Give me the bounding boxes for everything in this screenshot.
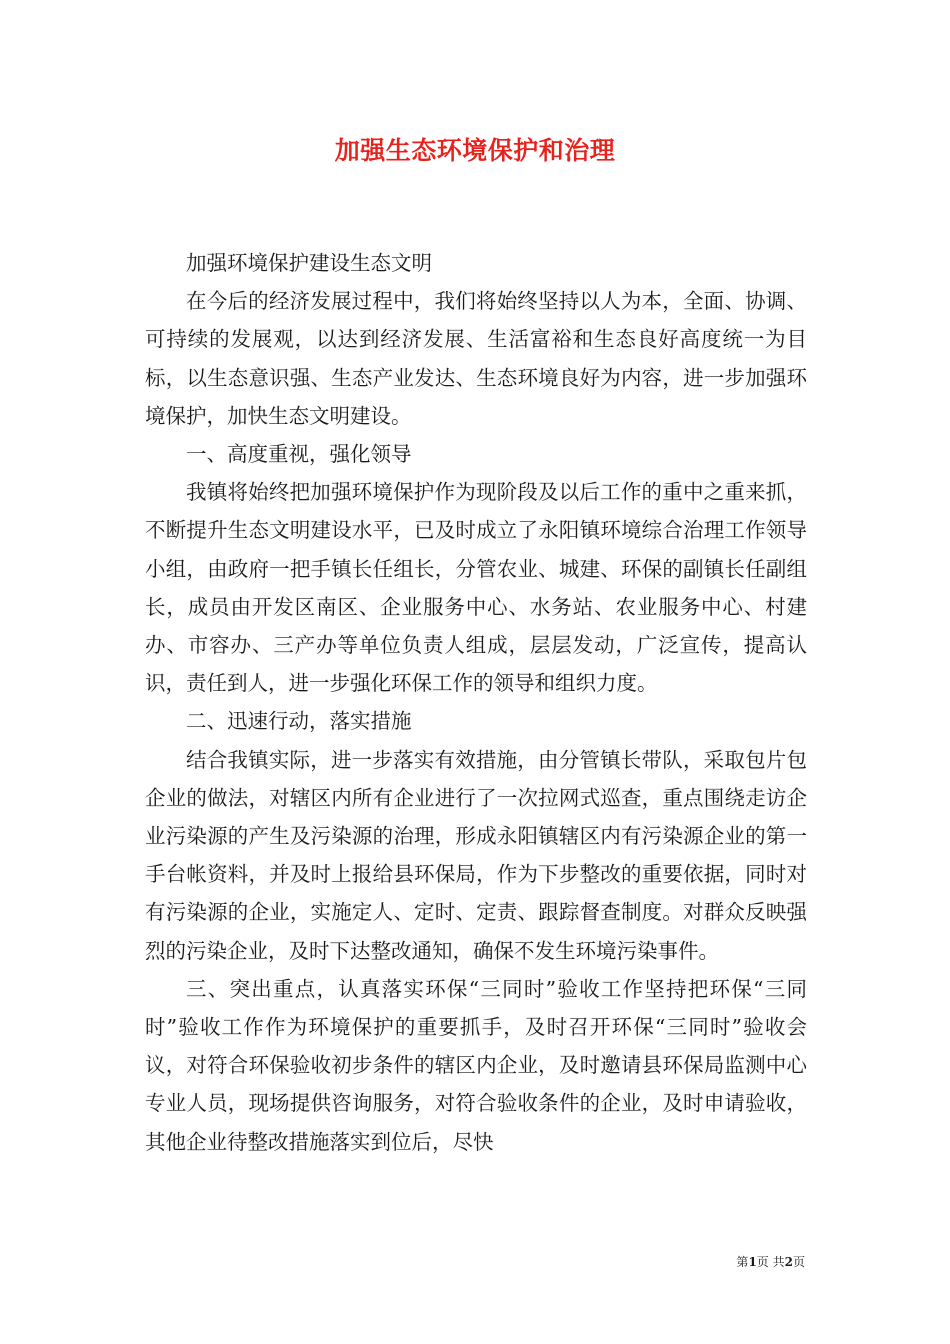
body-paragraph: 三、突出重点，认真落实环保“三同时”验收工作坚持把环保“三同时”验收工作作为环境保护的重要抓手，及时召开环保“三同时”验收会议，对符合环保验收初步条件的辖区内企业，及时邀请县环保局监测中心专业人员，现场提供咨询服务，对符合验收条件的企业，及时申请验收，其他企业待整改措施落实到位后，尽快: [145, 976, 807, 1154]
document-body: [145, 244, 807, 1161]
current-page-number: 1: [748, 1255, 757, 1269]
document-title: 加强生态环境保护和治理: [334, 136, 616, 165]
footer-suffix: 页: [792, 1255, 805, 1269]
footer-prefix: 第: [736, 1255, 749, 1269]
body-paragraph: 我镇将始终把加强环境保护作为现阶段及以后工作的重中之重来抓，不断提升生态文明建设水平，已及时成立了永阳镇环境综合治理工作领导小组，由政府一把手镇长任组长，分管农业、城建、环保的副镇长任副组长，成员由开发区南区、企业服务中心、水务站、农业服务中心、村建办、市容办、三产办等单位负责人组成，层层发动，广泛宣传，提高认识，责任到人，进一步强化环保工作的领导和组织力度。: [145, 480, 807, 696]
footer-middle: 页 共: [756, 1255, 785, 1269]
body-paragraph: 在今后的经济发展过程中，我们将始终坚持以人为本，全面、协调、可持续的发展观，以达到经济发展、生活富裕和生态良好高度统一为目标，以生态意识强、生态产业发达、生态环境良好为内容，进一步加强环境保护，加快生态文明建设。: [145, 289, 807, 428]
page-number-footer: [736, 1254, 805, 1270]
section-heading: 一、高度重视，强化领导: [186, 442, 412, 467]
body-paragraph: 结合我镇实际，进一步落实有效措施，由分管镇长带队，采取包片包企业的做法，对辖区内所有企业进行了一次拉网式巡查，重点围绕走访企业污染源的产生及污染源的治理，形成永阳镇辖区内有污染源企业的第一手台帐资料，并及时上报给县环保局，作为下步整改的重要依据，同时对有污染源的企业，实施定人、定时、定责、跟踪督查制度。对群众反映强烈的污染企业，及时下达整改通知，确保不发生环境污染事件。: [145, 747, 807, 963]
section-heading: 加强环境保护建设生态文明: [186, 251, 432, 275]
total-pages-number: 2: [784, 1255, 793, 1269]
section-heading: 二、迅速行动，落实措施: [186, 709, 412, 734]
